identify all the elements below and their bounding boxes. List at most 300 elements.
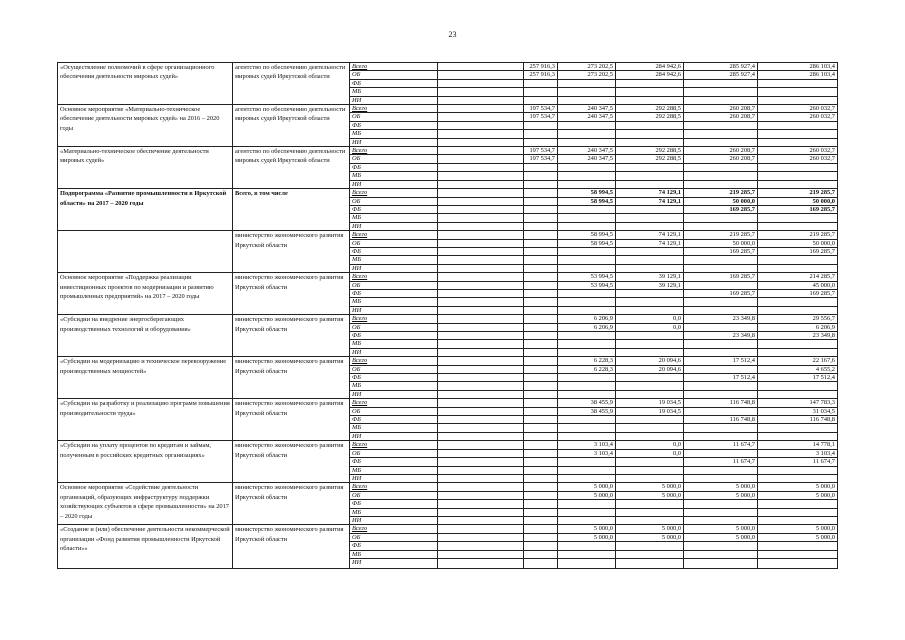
amount-cell bbox=[616, 205, 684, 213]
amount-cell: 197 534,7 bbox=[524, 155, 558, 163]
amount-cell bbox=[524, 424, 558, 432]
amount-cell bbox=[558, 79, 616, 87]
amount-cell bbox=[684, 390, 758, 398]
funding-source-cell: ОБ bbox=[350, 407, 438, 415]
amount-cell: 292 288,5 bbox=[616, 113, 684, 121]
amount-cell bbox=[616, 264, 684, 272]
amount-cell: 219 285,7 bbox=[758, 231, 838, 239]
amount-cell bbox=[558, 348, 616, 356]
amount-cell bbox=[524, 247, 558, 255]
empty-cell bbox=[438, 348, 524, 356]
amount-cell bbox=[524, 357, 558, 365]
measure-name-cell bbox=[58, 231, 233, 273]
amount-cell bbox=[524, 121, 558, 129]
funding-source-cell: Всего bbox=[350, 189, 438, 197]
amount-cell bbox=[524, 289, 558, 297]
amount-cell: 169 285,7 bbox=[684, 205, 758, 213]
amount-cell bbox=[684, 130, 758, 138]
amount-cell bbox=[684, 281, 758, 289]
amount-cell: 169 285,7 bbox=[684, 247, 758, 255]
amount-cell: 219 285,7 bbox=[684, 231, 758, 239]
amount-cell bbox=[524, 474, 558, 482]
funding-source-cell: ОБ bbox=[350, 155, 438, 163]
empty-cell bbox=[438, 256, 524, 264]
amount-cell bbox=[558, 163, 616, 171]
amount-cell bbox=[684, 407, 758, 415]
amount-cell bbox=[616, 163, 684, 171]
amount-cell bbox=[558, 416, 616, 424]
funding-source-cell: ФБ bbox=[350, 458, 438, 466]
amount-cell: 257 916,3 bbox=[524, 71, 558, 79]
empty-cell bbox=[438, 323, 524, 331]
empty-cell bbox=[438, 332, 524, 340]
amount-cell: 260 032,7 bbox=[758, 105, 838, 113]
funding-source-cell: ОБ bbox=[350, 533, 438, 541]
amount-cell bbox=[616, 348, 684, 356]
amount-cell bbox=[758, 382, 838, 390]
empty-cell bbox=[438, 382, 524, 390]
amount-cell: 260 208,7 bbox=[684, 113, 758, 121]
empty-cell bbox=[438, 222, 524, 230]
amount-cell bbox=[684, 382, 758, 390]
funding-source-cell: ИИ bbox=[350, 264, 438, 272]
amount-cell bbox=[684, 474, 758, 482]
amount-cell bbox=[524, 340, 558, 348]
amount-cell: 197 534,7 bbox=[524, 105, 558, 113]
amount-cell bbox=[684, 172, 758, 180]
amount-cell bbox=[758, 306, 838, 314]
amount-cell: 273 202,5 bbox=[558, 63, 616, 71]
amount-cell bbox=[616, 542, 684, 550]
funding-source-cell: МБ bbox=[350, 88, 438, 96]
amount-cell: 4 655,2 bbox=[758, 365, 838, 373]
amount-cell: 58 994,5 bbox=[558, 239, 616, 247]
funding-source-cell: ОБ bbox=[350, 239, 438, 247]
amount-cell bbox=[758, 138, 838, 146]
funding-source-cell: МБ bbox=[350, 130, 438, 138]
empty-cell bbox=[438, 315, 524, 323]
amount-cell bbox=[524, 264, 558, 272]
amount-cell bbox=[558, 298, 616, 306]
amount-cell bbox=[524, 550, 558, 558]
funding-source-cell: ИИ bbox=[350, 306, 438, 314]
amount-cell: 6 206,9 bbox=[558, 315, 616, 323]
amount-cell: 116 748,8 bbox=[684, 399, 758, 407]
amount-cell bbox=[524, 239, 558, 247]
funding-source-cell: ИИ bbox=[350, 432, 438, 440]
empty-cell bbox=[438, 298, 524, 306]
amount-cell: 0,0 bbox=[616, 323, 684, 331]
amount-cell bbox=[684, 550, 758, 558]
amount-cell bbox=[524, 79, 558, 87]
amount-cell bbox=[524, 374, 558, 382]
amount-cell: 0,0 bbox=[616, 441, 684, 449]
amount-cell bbox=[524, 231, 558, 239]
amount-cell bbox=[524, 205, 558, 213]
empty-cell bbox=[438, 491, 524, 499]
empty-cell bbox=[438, 96, 524, 104]
amount-cell: 23 349,8 bbox=[758, 332, 838, 340]
amount-cell bbox=[758, 390, 838, 398]
amount-cell bbox=[616, 222, 684, 230]
amount-cell bbox=[524, 441, 558, 449]
amount-cell: 284 942,6 bbox=[616, 63, 684, 71]
empty-cell bbox=[438, 306, 524, 314]
amount-cell bbox=[558, 138, 616, 146]
table-row bbox=[58, 63, 838, 71]
empty-cell bbox=[438, 550, 524, 558]
funding-source-cell: ОБ bbox=[350, 71, 438, 79]
amount-cell: 240 347,5 bbox=[558, 105, 616, 113]
amount-cell bbox=[616, 458, 684, 466]
amount-cell: 74 129,1 bbox=[616, 197, 684, 205]
amount-cell: 147 783,3 bbox=[758, 399, 838, 407]
amount-cell bbox=[524, 416, 558, 424]
amount-cell bbox=[616, 306, 684, 314]
amount-cell: 19 034,5 bbox=[616, 407, 684, 415]
amount-cell: 169 285,7 bbox=[758, 205, 838, 213]
amount-cell: 6 228,3 bbox=[558, 365, 616, 373]
amount-cell bbox=[684, 542, 758, 550]
funding-source-cell: МБ bbox=[350, 214, 438, 222]
empty-cell bbox=[438, 273, 524, 281]
amount-cell bbox=[758, 79, 838, 87]
amount-cell bbox=[524, 516, 558, 524]
amount-cell bbox=[558, 96, 616, 104]
amount-cell bbox=[558, 424, 616, 432]
amount-cell bbox=[524, 180, 558, 188]
funding-source-cell: ФБ bbox=[350, 332, 438, 340]
table-row bbox=[58, 441, 838, 449]
amount-cell bbox=[558, 306, 616, 314]
amount-cell: 284 942,6 bbox=[616, 71, 684, 79]
amount-cell bbox=[524, 558, 558, 568]
table-row bbox=[58, 357, 838, 365]
empty-cell bbox=[438, 197, 524, 205]
amount-cell bbox=[684, 79, 758, 87]
amount-cell bbox=[684, 264, 758, 272]
empty-cell bbox=[438, 147, 524, 155]
empty-cell bbox=[438, 281, 524, 289]
funding-source-cell: ИИ bbox=[350, 558, 438, 568]
amount-cell: 0,0 bbox=[616, 315, 684, 323]
amount-cell: 50 000,0 bbox=[684, 197, 758, 205]
funding-source-cell: ОБ bbox=[350, 113, 438, 121]
funding-source-cell: МБ bbox=[350, 424, 438, 432]
amount-cell bbox=[524, 533, 558, 541]
amount-cell: 23 349,8 bbox=[684, 315, 758, 323]
amount-cell bbox=[524, 466, 558, 474]
table-row bbox=[58, 315, 838, 323]
amount-cell bbox=[524, 315, 558, 323]
amount-cell bbox=[524, 382, 558, 390]
funding-source-cell: ОБ bbox=[350, 281, 438, 289]
amount-cell bbox=[616, 508, 684, 516]
amount-cell bbox=[558, 466, 616, 474]
amount-cell bbox=[616, 474, 684, 482]
funding-source-cell: МБ bbox=[350, 172, 438, 180]
executor-cell: министерство экономического развития Иркутской области bbox=[233, 525, 350, 569]
funding-source-cell: ОБ bbox=[350, 449, 438, 457]
measure-name-cell: «Субсидии на уплату процентов по кредитам и займам, полученным в российских кредитных организациях» bbox=[58, 441, 233, 483]
amount-cell: 53 994,5 bbox=[558, 273, 616, 281]
amount-cell bbox=[616, 424, 684, 432]
funding-source-cell: Всего bbox=[350, 105, 438, 113]
amount-cell: 58 994,5 bbox=[558, 189, 616, 197]
amount-cell: 260 208,7 bbox=[684, 105, 758, 113]
empty-cell bbox=[438, 449, 524, 457]
amount-cell bbox=[758, 121, 838, 129]
executor-cell: министерство экономического развития Иркутской области bbox=[233, 315, 350, 357]
amount-cell bbox=[684, 365, 758, 373]
empty-cell bbox=[438, 205, 524, 213]
amount-cell bbox=[684, 558, 758, 568]
amount-cell bbox=[616, 247, 684, 255]
funding-source-cell: ОБ bbox=[350, 365, 438, 373]
amount-cell bbox=[758, 466, 838, 474]
empty-cell bbox=[438, 474, 524, 482]
empty-cell bbox=[438, 214, 524, 222]
amount-cell bbox=[558, 332, 616, 340]
empty-cell bbox=[438, 189, 524, 197]
amount-cell bbox=[758, 500, 838, 508]
amount-cell: 19 034,5 bbox=[616, 399, 684, 407]
amount-cell bbox=[524, 500, 558, 508]
measure-name-cell: «Субсидии на внедрение энергосберегающих производственных технологий и оборудования» bbox=[58, 315, 233, 357]
amount-cell bbox=[684, 449, 758, 457]
funding-source-cell: ФБ bbox=[350, 79, 438, 87]
empty-cell bbox=[438, 508, 524, 516]
amount-cell: 5 000,0 bbox=[684, 491, 758, 499]
amount-cell bbox=[684, 306, 758, 314]
amount-cell: 45 000,0 bbox=[758, 281, 838, 289]
amount-cell: 169 285,7 bbox=[684, 289, 758, 297]
amount-cell bbox=[684, 516, 758, 524]
amount-cell: 197 534,7 bbox=[524, 113, 558, 121]
executor-cell: министерство экономического развития Иркутской области bbox=[233, 441, 350, 483]
measure-name-cell: «Субсидии на разработку и реализацию программ повышения производительности труда» bbox=[58, 399, 233, 441]
empty-cell bbox=[438, 88, 524, 96]
amount-cell: 5 000,0 bbox=[616, 533, 684, 541]
executor-cell: министерство экономического развития Иркутской области bbox=[233, 399, 350, 441]
amount-cell bbox=[758, 340, 838, 348]
funding-source-cell: ИИ bbox=[350, 96, 438, 104]
executor-cell: агентство по обеспечению деятельности мировых судей Иркутской области bbox=[233, 105, 350, 147]
funding-source-cell: ФБ bbox=[350, 416, 438, 424]
amount-cell bbox=[558, 458, 616, 466]
empty-cell bbox=[438, 542, 524, 550]
amount-cell bbox=[758, 256, 838, 264]
amount-cell bbox=[616, 332, 684, 340]
amount-cell bbox=[684, 214, 758, 222]
funding-source-cell: ИИ bbox=[350, 348, 438, 356]
amount-cell: 50 000,0 bbox=[684, 239, 758, 247]
amount-cell: 169 285,7 bbox=[758, 289, 838, 297]
empty-cell bbox=[438, 525, 524, 533]
empty-cell bbox=[438, 264, 524, 272]
amount-cell bbox=[616, 340, 684, 348]
amount-cell bbox=[524, 407, 558, 415]
amount-cell: 5 000,0 bbox=[616, 491, 684, 499]
amount-cell bbox=[524, 542, 558, 550]
empty-cell bbox=[438, 121, 524, 129]
empty-cell bbox=[438, 416, 524, 424]
amount-cell: 31 034,5 bbox=[758, 407, 838, 415]
amount-cell bbox=[558, 214, 616, 222]
empty-cell bbox=[438, 399, 524, 407]
empty-cell bbox=[438, 172, 524, 180]
amount-cell bbox=[524, 88, 558, 96]
funding-source-cell: ОБ bbox=[350, 491, 438, 499]
amount-cell: 219 285,7 bbox=[758, 189, 838, 197]
amount-cell: 14 778,1 bbox=[758, 441, 838, 449]
empty-cell bbox=[438, 105, 524, 113]
amount-cell: 5 000,0 bbox=[616, 483, 684, 491]
amount-cell bbox=[616, 374, 684, 382]
amount-cell bbox=[616, 256, 684, 264]
empty-cell bbox=[438, 180, 524, 188]
amount-cell bbox=[558, 88, 616, 96]
amount-cell: 38 455,9 bbox=[558, 399, 616, 407]
amount-cell bbox=[616, 138, 684, 146]
empty-cell bbox=[438, 79, 524, 87]
funding-source-cell: ФБ bbox=[350, 542, 438, 550]
measure-name-cell: «Материально-техническое обеспечение деятельности мировых судей» bbox=[58, 147, 233, 189]
amount-cell bbox=[524, 508, 558, 516]
amount-cell bbox=[558, 130, 616, 138]
amount-cell: 169 285,7 bbox=[684, 273, 758, 281]
table-row bbox=[58, 189, 838, 197]
amount-cell bbox=[684, 138, 758, 146]
table-row bbox=[58, 399, 838, 407]
amount-cell bbox=[524, 189, 558, 197]
amount-cell bbox=[524, 306, 558, 314]
amount-cell: 285 927,4 bbox=[684, 71, 758, 79]
amount-cell bbox=[524, 458, 558, 466]
amount-cell bbox=[558, 256, 616, 264]
amount-cell bbox=[524, 214, 558, 222]
amount-cell bbox=[684, 508, 758, 516]
amount-cell: 116 748,8 bbox=[684, 416, 758, 424]
funding-source-cell: ФБ bbox=[350, 121, 438, 129]
funding-source-cell: ОБ bbox=[350, 323, 438, 331]
amount-cell bbox=[684, 222, 758, 230]
empty-cell bbox=[438, 289, 524, 297]
amount-cell: 5 000,0 bbox=[758, 491, 838, 499]
amount-cell: 260 032,7 bbox=[758, 155, 838, 163]
amount-cell: 50 000,0 bbox=[758, 239, 838, 247]
empty-cell bbox=[438, 113, 524, 121]
amount-cell bbox=[684, 88, 758, 96]
amount-cell bbox=[524, 281, 558, 289]
amount-cell: 292 288,5 bbox=[616, 155, 684, 163]
amount-cell: 39 129,1 bbox=[616, 281, 684, 289]
amount-cell bbox=[616, 500, 684, 508]
amount-cell bbox=[684, 348, 758, 356]
amount-cell bbox=[616, 172, 684, 180]
amount-cell bbox=[616, 180, 684, 188]
amount-cell: 74 129,1 bbox=[616, 239, 684, 247]
amount-cell bbox=[616, 79, 684, 87]
empty-cell bbox=[438, 424, 524, 432]
amount-cell bbox=[616, 130, 684, 138]
empty-cell bbox=[438, 466, 524, 474]
amount-cell: 74 129,1 bbox=[616, 231, 684, 239]
funding-source-cell: Всего bbox=[350, 63, 438, 71]
amount-cell bbox=[558, 516, 616, 524]
amount-cell bbox=[524, 432, 558, 440]
amount-cell bbox=[558, 289, 616, 297]
measure-name-cell: Основное мероприятие «Содействие деятельности организаций, образующих инфраструктуру поддержки хозяйствующих субъектов в сфере промышленности» на 2017 – 2020 годы bbox=[58, 483, 233, 525]
amount-cell: 53 994,5 bbox=[558, 281, 616, 289]
executor-cell: министерство экономического развития Иркутской области bbox=[233, 357, 350, 399]
amount-cell bbox=[558, 558, 616, 568]
amount-cell: 38 455,9 bbox=[558, 407, 616, 415]
amount-cell: 17 512,4 bbox=[684, 357, 758, 365]
funding-source-cell: Всего bbox=[350, 315, 438, 323]
amount-cell bbox=[616, 214, 684, 222]
amount-cell bbox=[524, 449, 558, 457]
measure-name-cell: «Субсидии на модернизацию и техническое перевооружение производственных мощностей» bbox=[58, 357, 233, 399]
amount-cell: 5 000,0 bbox=[684, 533, 758, 541]
funding-source-cell: ИИ bbox=[350, 180, 438, 188]
amount-cell bbox=[684, 340, 758, 348]
amount-cell: 169 285,7 bbox=[758, 247, 838, 255]
empty-cell bbox=[438, 441, 524, 449]
amount-cell bbox=[758, 96, 838, 104]
amount-cell bbox=[524, 483, 558, 491]
amount-cell bbox=[524, 298, 558, 306]
amount-cell bbox=[616, 466, 684, 474]
executor-cell: министерство экономического развития Иркутской области bbox=[233, 483, 350, 525]
amount-cell: 5 000,0 bbox=[558, 483, 616, 491]
empty-cell bbox=[438, 155, 524, 163]
amount-cell bbox=[524, 525, 558, 533]
funding-source-cell: Всего bbox=[350, 525, 438, 533]
amount-cell bbox=[524, 172, 558, 180]
funding-source-cell: Всего bbox=[350, 147, 438, 155]
amount-cell bbox=[524, 138, 558, 146]
amount-cell: 260 208,7 bbox=[684, 155, 758, 163]
empty-cell bbox=[438, 63, 524, 71]
empty-cell bbox=[438, 432, 524, 440]
amount-cell bbox=[616, 382, 684, 390]
amount-cell bbox=[616, 550, 684, 558]
amount-cell: 58 994,5 bbox=[558, 231, 616, 239]
amount-cell bbox=[558, 121, 616, 129]
funding-source-cell: ФБ bbox=[350, 247, 438, 255]
executor-cell: агентство по обеспечению деятельности мировых судей Иркутской области bbox=[233, 63, 350, 105]
amount-cell bbox=[684, 432, 758, 440]
funding-source-cell: ФБ bbox=[350, 289, 438, 297]
amount-cell: 286 103,4 bbox=[758, 71, 838, 79]
funding-source-cell: Всего bbox=[350, 231, 438, 239]
amount-cell: 11 674,7 bbox=[684, 441, 758, 449]
amount-cell bbox=[758, 264, 838, 272]
funding-source-cell: МБ bbox=[350, 550, 438, 558]
amount-cell bbox=[758, 214, 838, 222]
measure-name-cell: «Осуществление полномочий в сфере организационного обеспечения деятельности мировых судей» bbox=[58, 63, 233, 105]
amount-cell bbox=[524, 323, 558, 331]
empty-cell bbox=[438, 516, 524, 524]
funding-source-cell: ИИ bbox=[350, 474, 438, 482]
amount-cell: 5 000,0 bbox=[684, 525, 758, 533]
amount-cell: 11 674,7 bbox=[684, 458, 758, 466]
empty-cell bbox=[438, 483, 524, 491]
empty-cell bbox=[438, 231, 524, 239]
amount-cell: 11 674,7 bbox=[758, 458, 838, 466]
amount-cell bbox=[558, 340, 616, 348]
